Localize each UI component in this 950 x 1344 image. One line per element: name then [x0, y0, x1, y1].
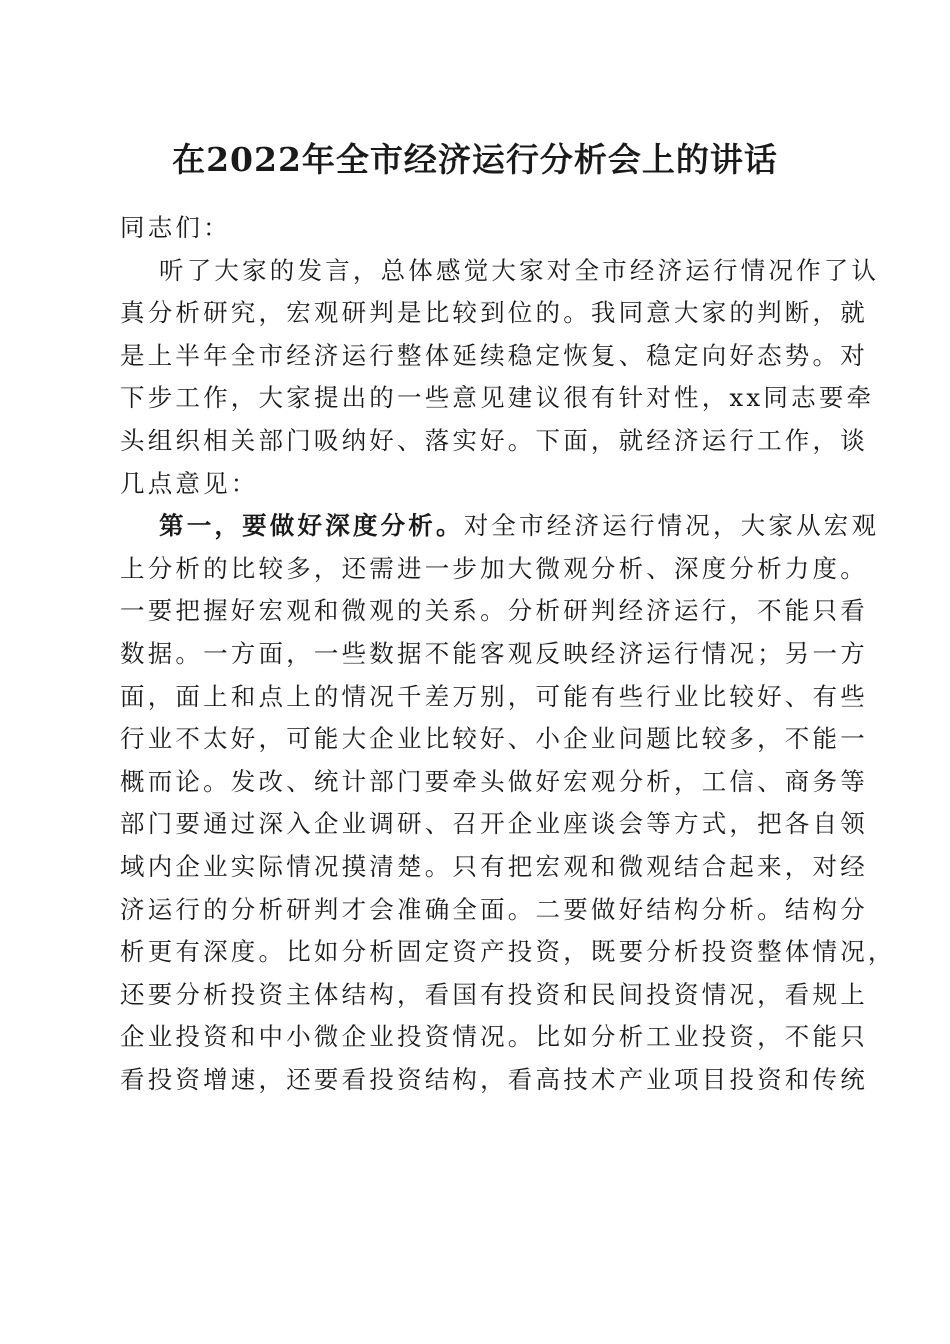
section-heading: 第一，要做好深度分析。: [159, 511, 464, 541]
paragraph-1: [120, 250, 880, 506]
text-line: 头组织相关部门吸纳好、落实好。下面，就经济运行工作，谈: [120, 425, 868, 455]
text-line: 几点意见：: [120, 468, 259, 498]
text-line: 听了大家的发言，总体感觉大家对全市经济运行情况作了认: [159, 255, 880, 285]
text-line: 下步工作，大家提出的一些意见建议很有针对性，xx同志要牵: [120, 383, 875, 413]
text-line: 析更有深度。比如分析固定资产投资，既要分析投资整体情况，: [120, 937, 896, 967]
salutation: 同志们：: [120, 213, 231, 242]
text-line: 真分析研究，宏观研判是比较到位的。我同意大家的判断，就: [120, 298, 868, 328]
text-line: 数据。一方面，一些数据不能客观反映经济运行情况；另一方: [120, 638, 868, 668]
text-line: 还要分析投资主体结构，看国有投资和民间投资情况，看规上: [120, 979, 868, 1009]
text-line: [120, 505, 880, 548]
text-line: 域内企业实际情况摸清楚。只有把宏观和微观结合起来，对经: [120, 851, 868, 881]
text-line: 企业投资和中小微企业投资情况。比如分析工业投资，不能只: [120, 1022, 868, 1052]
text-line: 看投资增速，还要看投资结构，看高技术产业项目投资和传统: [120, 1064, 868, 1094]
text-line: 面，面上和点上的情况千差万别，可能有些行业比较好、有些: [120, 681, 868, 711]
text-line: 概而论。发改、统计部门要牵头做好宏观分析，工信、商务等: [120, 766, 868, 796]
text-line: 是上半年全市经济运行整体延续稳定恢复、稳定向好态势。对: [120, 340, 868, 370]
text-line: 济运行的分析研判才会准确全面。二要做好结构分析。结构分: [120, 894, 868, 924]
text-line: 上分析的比较多，还需进一步加大微观分析、深度分析力度。: [120, 553, 868, 583]
paragraph-2: [120, 505, 896, 1101]
speech-body: [120, 207, 896, 1101]
text-line: 一要把握好宏观和微观的关系。分析研判经济运行，不能只看: [120, 596, 868, 626]
text-run: 对全市经济运行情况，大家从宏观: [463, 511, 880, 541]
text-line: 部门要通过深入企业调研、召开企业座谈会等方式，把各自领: [120, 809, 868, 839]
text-line: 行业不太好，可能大企业比较好、小企业问题比较多，不能一: [120, 724, 868, 754]
page-title: 在2022年全市经济运行分析会上的讲话: [172, 140, 778, 179]
